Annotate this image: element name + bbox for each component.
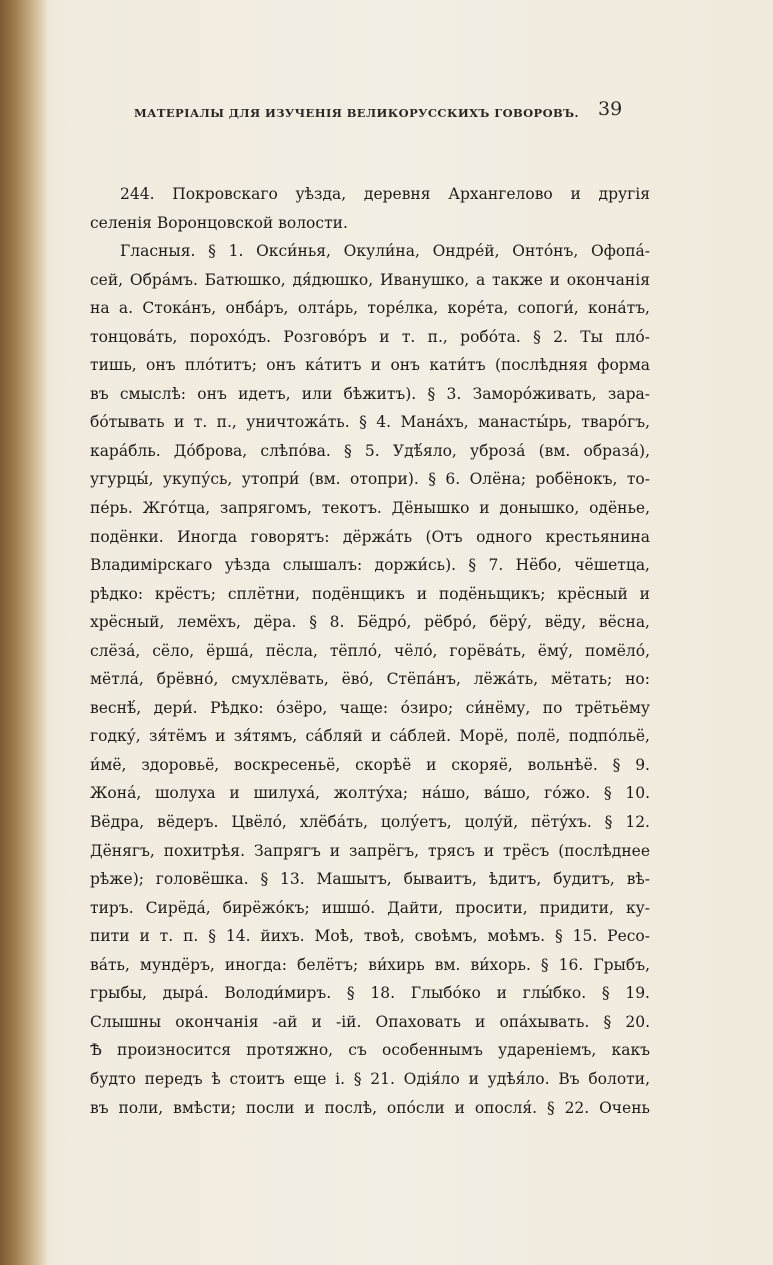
- text-line: и́мё, здоровьё, воскресеньё, скорѣё и скоряё, вольнѣё. § 9.: [90, 755, 650, 774]
- text-line: годку́, зя́тёмъ и зя́тямъ, са́бляй и са́блей. Морё, полё, подпо́льё,: [90, 727, 650, 746]
- text-line: грыбы, дыра́. Володи́миръ. § 18. Глыбо́ко и глы́бко. § 19.: [90, 984, 650, 1003]
- text-line: въ смыслѣ: онъ идетъ, или бѣжитъ). § 3. Заморо́живать, зара-: [90, 384, 650, 403]
- text-line: веснѣ́, дери́. Рѣдко: о́зёро, чаще: о́зиро; си́нёму, по трётьёму: [90, 698, 650, 717]
- text-line: тишь, онъ пло́титъ; онъ ка́титъ и онъ кати́тъ (послѣдняя форма: [90, 356, 650, 375]
- text-line: Вёдра, вёдеръ. Цвёло́, хлёба́ть, цолу́етъ, цолу́й, пёту́хъ. § 12.: [90, 813, 650, 832]
- text-line: подёнки. Иногда говорятъ: дёржа́ть (Отъ одного крестьянина: [90, 527, 650, 546]
- text-line: пе́рь. Жго́тца, запрягомъ, текотъ. Дёнышко и донышко, одёнье,: [90, 499, 650, 518]
- text-line: мётла́, брёвно́, смухлёвать, ёво́, Стёпа́нъ, лёжа́ть, мётать; но:: [90, 670, 650, 689]
- text-line: бо́тывать и т. п., уничтожа́ть. § 4. Мана́хъ, манасты́рь, тваро́гъ,: [90, 413, 650, 432]
- text-line: на а. Стока́нъ, онба́ръ, олта́рь, торе́лка, коре́та, сопоги́, кона́тъ,: [90, 299, 650, 318]
- text-line: Гласныя. § 1. Окси́нья, Окули́на, Ондре́й, Онто́нъ, Офопа́-: [120, 242, 650, 261]
- text-line: Дёнягъ, похитрѣя. Запрягъ и запрёгъ, трясъ и трёсъ (послѣднее: [90, 841, 650, 860]
- page-number: 39: [598, 98, 623, 120]
- text-line: кара́бль. До́брова, слѣпо́ва. § 5. Удѣ́яло, уброза́ (вм. образа́),: [90, 441, 650, 460]
- text-line: Ѣ произносится протяжно, съ особеннымъ удареніемъ, какъ: [90, 1041, 650, 1060]
- text-line: рѣдко: крёстъ; сплётни, подёнщикъ и подёньщикъ; крёсный и: [90, 584, 650, 603]
- text-line: пити и т. п. § 14. йихъ. Моѣ, твоѣ, своѣмъ, моѣмъ. § 15. Ресо-: [90, 927, 650, 946]
- text-line: ва́ть, мундёръ, иногда: белётъ; ви́хирь вм. ви́хорь. § 16. Грыбъ,: [90, 955, 650, 974]
- text-line: тонцова́ть, порохо́дъ. Розгово́ръ и т. п., робо́та. § 2. Ты пло́-: [90, 327, 650, 346]
- book-binding-edge: [0, 0, 48, 1265]
- text-line: сей, Обра́мъ. Батюшко, дя́дюшко, Иванушко, а также и окончанія: [90, 270, 650, 289]
- body-text: [90, 180, 650, 1122]
- text-line: тиръ. Сирёда́, бирёжо́къ; ишшо́. Дайти, просити, придити, ку-: [90, 898, 650, 917]
- text-line: селенія Воронцовской волости.: [90, 213, 348, 232]
- text-line: хрёсный, лемёхъ, дёра. § 8. Бёдро́, рёбро́, бёру́, вёду, вёсна,: [90, 613, 650, 632]
- text-line: Слышны окончанія -ай и -ій. Опаховать и опа́хывать. § 20.: [90, 1012, 650, 1031]
- text-line: слёза́, сёло, ёрша́, пёсла, тёпло́, чёло́, горёва́ть, ёму́, помёло́,: [90, 641, 650, 660]
- text-line: Жона́, шолуха и шилуха́, жолту́ха; на́шо, ва́шо, го́жо. § 10.: [90, 784, 650, 803]
- text-line: угурцы́, укупу́сь, утопри́ (вм. отопри). § 6. Олёна; робёнокъ, то-: [90, 470, 650, 489]
- text-line: 244. Покровскаго уѣзда, деревня Архангелово и другія: [120, 185, 650, 203]
- text-line: въ поли, вмѣсти; посли и послѣ, опо́сли и опосля́. § 22. Очень: [90, 1098, 650, 1117]
- text-line: рѣже); головёшка. § 13. Машытъ, бываитъ, ѣдитъ, будитъ, вѣ-: [90, 870, 650, 889]
- text-line: Владимірскаго уѣзда слышалъ: доржи́сь). § 7. Нёбо, чёшетца,: [90, 556, 650, 575]
- running-head-title: МАТЕРІАЛЫ ДЛЯ ИЗУЧЕНІЯ ВЕЛИКОРУССКИХЪ ГОВОРОВЪ.: [134, 106, 579, 120]
- text-line: будто передъ ѣ стоитъ еще і. § 21. Одія́ло и удѣя́ло. Въ болоти,: [90, 1069, 650, 1088]
